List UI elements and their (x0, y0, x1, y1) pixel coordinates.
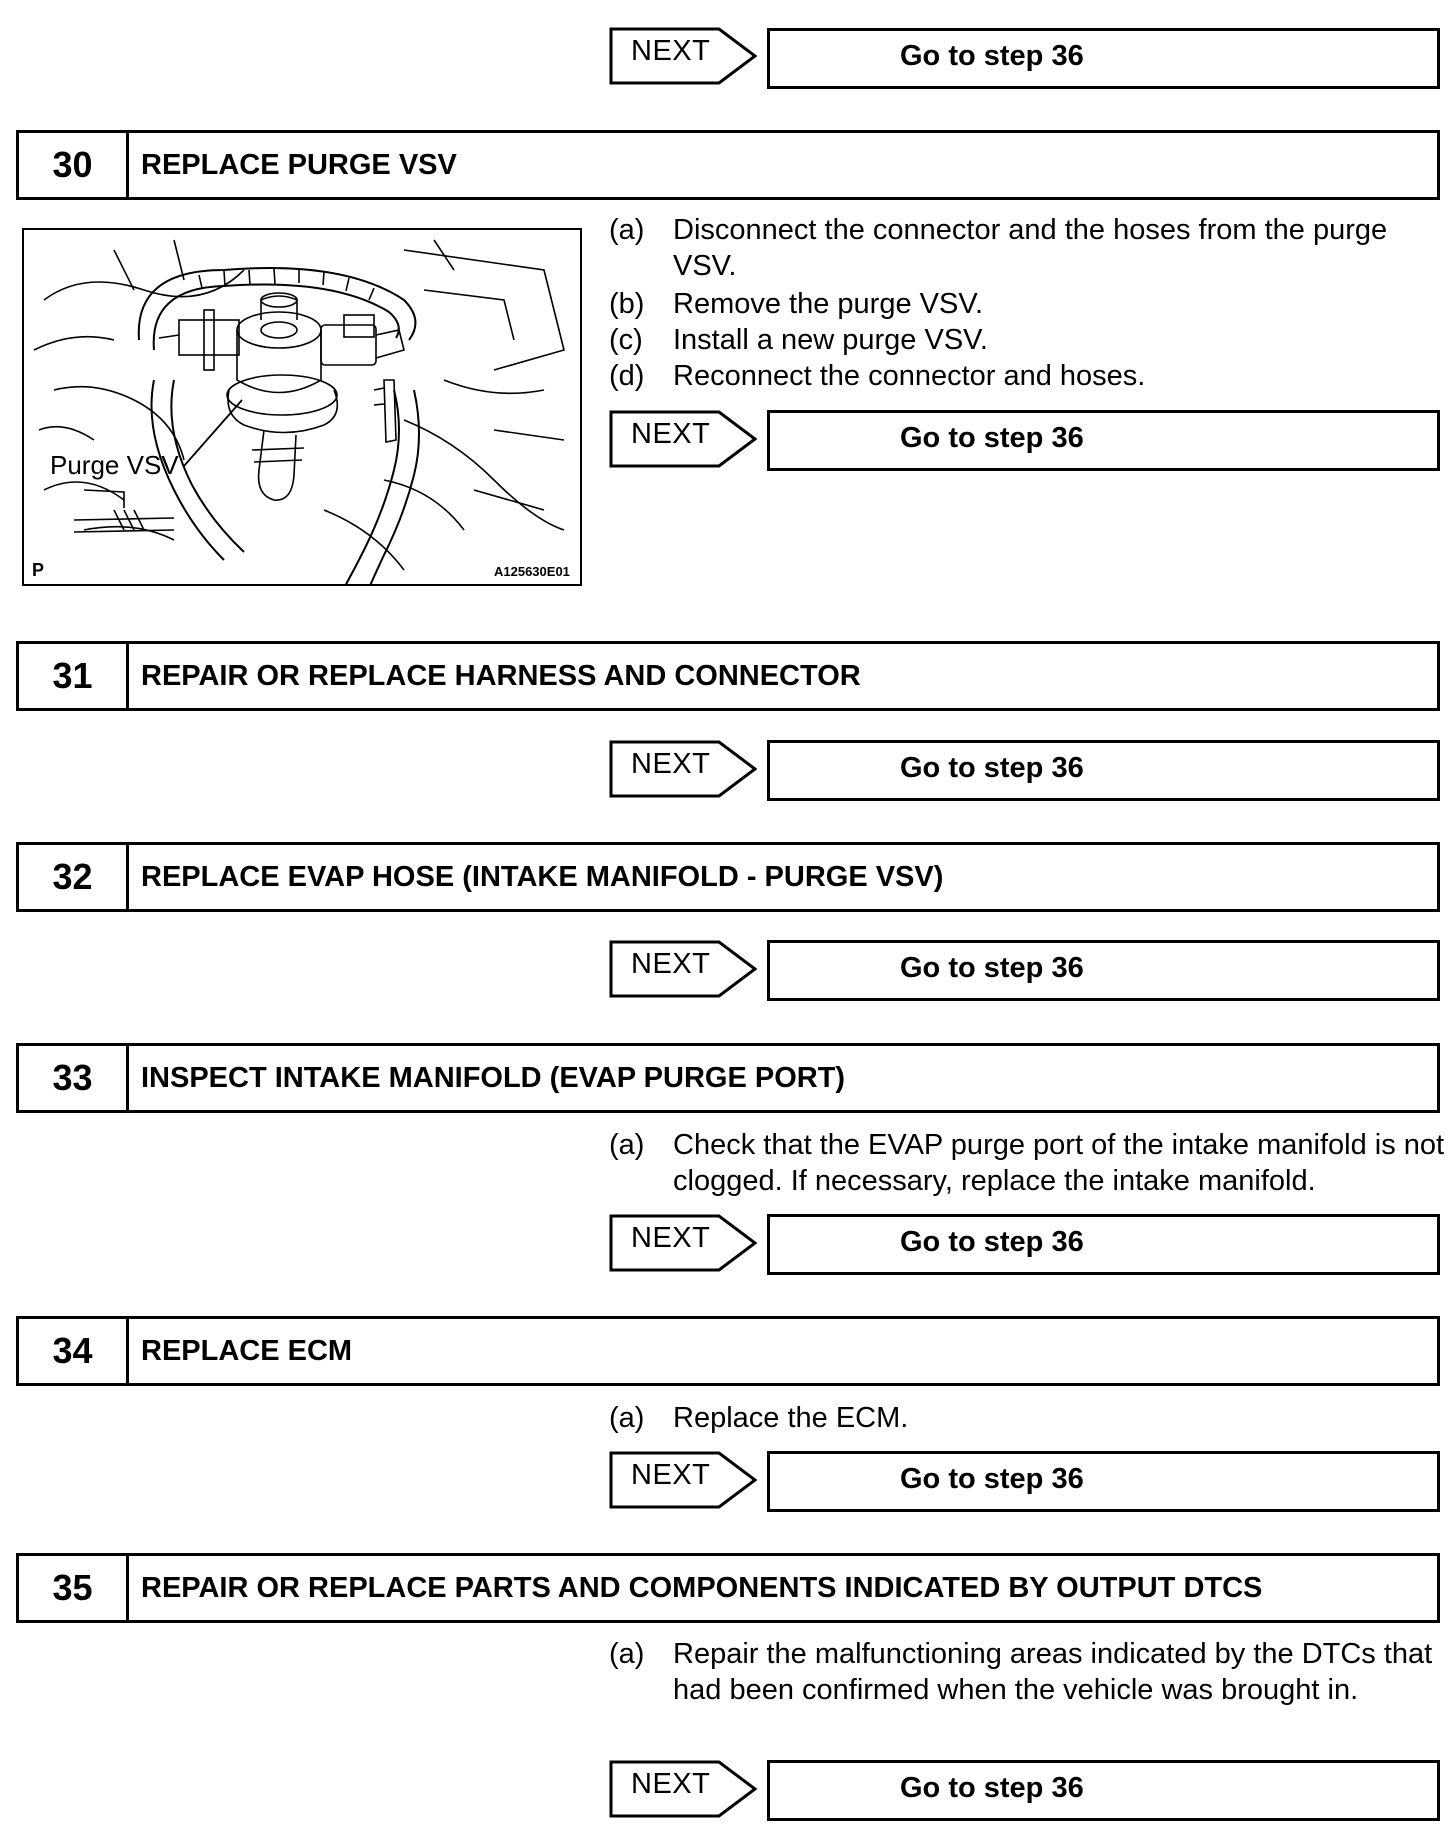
next-arrow (609, 740, 757, 798)
instruction-text: Remove the purge VSV. (673, 288, 984, 320)
engine-drawing (24, 230, 582, 586)
step-number: 31 (19, 644, 129, 708)
goto-step-box (767, 1760, 1440, 1821)
next-arrow (609, 1451, 757, 1509)
step-number: 32 (19, 845, 129, 909)
purge-vsv-illustration (22, 228, 582, 586)
step-title: INSPECT INTAKE MANIFOLD (EVAP PURGE PORT) (141, 1062, 846, 1094)
step-title: REPLACE ECM (141, 1335, 353, 1367)
step-number: 33 (19, 1046, 129, 1110)
next-label: NEXT (631, 1222, 711, 1254)
step-header-35 (16, 1553, 1440, 1623)
next-arrow (609, 1214, 757, 1272)
step-header-34 (16, 1316, 1440, 1386)
instruction-text: Repair the malfunctioning areas indicated by the DTCs that had been confirmed when the vehicle was brought in. (673, 1638, 1433, 1706)
step-title: REPAIR OR REPLACE PARTS AND COMPONENTS INDICATED BY OUTPUT DTCS (141, 1572, 1263, 1604)
instruction-letter: (a) (609, 1402, 645, 1434)
goto-text: Go to step 36 (900, 1772, 1084, 1804)
goto-step-box (767, 410, 1440, 471)
goto-text: Go to step 36 (900, 1226, 1084, 1258)
next-label: NEXT (631, 948, 711, 980)
step-number: 35 (19, 1556, 129, 1620)
next-arrow (609, 27, 757, 85)
next-label: NEXT (631, 1459, 711, 1491)
step-number: 30 (19, 133, 129, 197)
instruction-letter: (a) (609, 214, 645, 246)
next-arrow (609, 410, 757, 468)
step-header-31 (16, 641, 1440, 711)
next-label: NEXT (631, 1768, 711, 1800)
instruction-letter: (b) (609, 288, 645, 320)
goto-step-box (767, 1214, 1440, 1275)
step-title: REPLACE PURGE VSV (141, 149, 457, 181)
step-title: REPLACE EVAP HOSE (INTAKE MANIFOLD - PURGE VSV) (141, 861, 944, 893)
next-label: NEXT (631, 418, 711, 450)
goto-text: Go to step 36 (900, 422, 1084, 454)
figure-code: A125630E01 (494, 564, 570, 579)
figure-callout: Purge VSV (50, 450, 179, 480)
goto-step-box (767, 1451, 1440, 1512)
goto-step-box (767, 28, 1440, 89)
instruction-text: Install a new purge VSV. (673, 324, 988, 356)
next-arrow (609, 940, 757, 998)
next-label: NEXT (631, 748, 711, 780)
goto-text: Go to step 36 (900, 752, 1084, 784)
figure-corner-mark: P (32, 560, 45, 580)
goto-text: Go to step 36 (900, 40, 1084, 72)
instruction-text: Replace the ECM. (673, 1402, 909, 1434)
step-number: 34 (19, 1319, 129, 1383)
goto-step-box (767, 740, 1440, 801)
instruction-letter: (d) (609, 360, 645, 392)
instruction-letter: (c) (609, 324, 643, 356)
instruction-text: Reconnect the connector and hoses. (673, 360, 1146, 392)
goto-text: Go to step 36 (900, 952, 1084, 984)
step-header-30 (16, 130, 1440, 200)
next-label: NEXT (631, 35, 711, 67)
goto-text: Go to step 36 (900, 1463, 1084, 1495)
instruction-letter: (a) (609, 1638, 645, 1670)
step-header-33 (16, 1043, 1440, 1113)
step-header-32 (16, 842, 1440, 912)
instruction-letter: (a) (609, 1129, 645, 1161)
step-title: REPAIR OR REPLACE HARNESS AND CONNECTOR (141, 660, 861, 692)
next-arrow (609, 1760, 757, 1818)
instruction-text: Check that the EVAP purge port of the intake manifold is not clogged. If necessary, replace the intake manifold. (673, 1129, 1445, 1197)
goto-step-box (767, 940, 1440, 1001)
instruction-text: Disconnect the connector and the hoses from the purge VSV. (673, 214, 1388, 282)
